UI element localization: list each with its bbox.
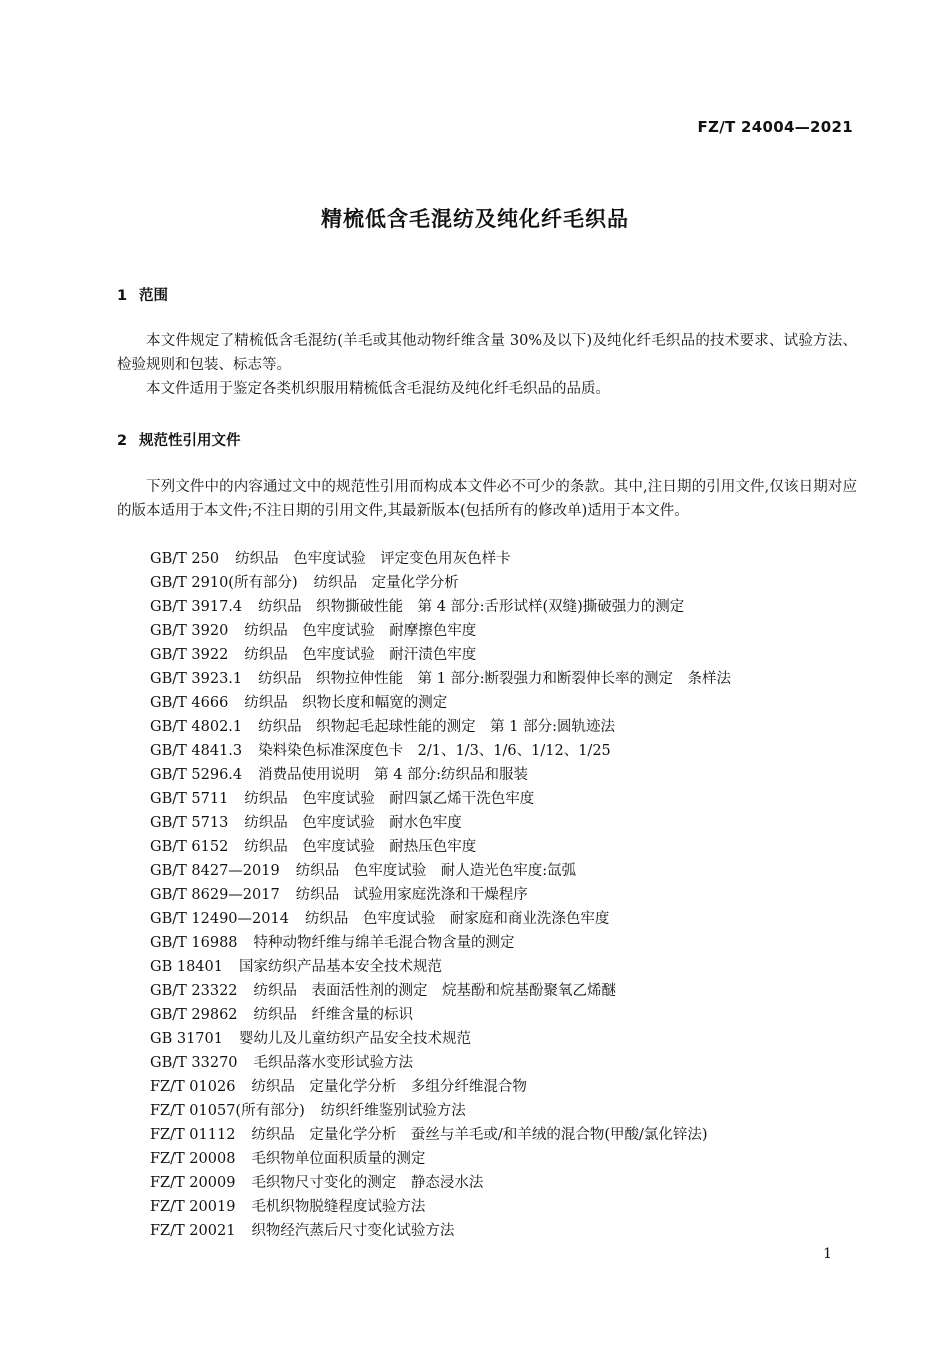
reference-item <box>150 859 860 883</box>
reference-code: GB/T 23322 <box>150 983 238 999</box>
reference-title: 纺织品 色牢度试验 评定变色用灰色样卡 <box>235 551 511 567</box>
reference-code: GB/T 5713 <box>150 815 229 831</box>
reference-code: GB/T 29862 <box>150 1007 238 1023</box>
reference-title: 纺织品 定量化学分析 多组分纤维混合物 <box>251 1079 527 1095</box>
reference-code: FZ/T 20021 <box>150 1223 236 1239</box>
reference-item <box>150 1147 860 1171</box>
reference-item <box>150 595 860 619</box>
reference-code: FZ/T 01112 <box>150 1127 236 1143</box>
reference-item <box>150 1123 860 1147</box>
reference-title: 纺织品 色牢度试验 耐人造光色牢度:氙弧 <box>295 863 577 879</box>
section-number: 1 <box>117 288 128 304</box>
reference-item <box>150 763 860 787</box>
reference-item <box>150 787 860 811</box>
reference-title: 消费品使用说明 第 4 部分:纺织品和服装 <box>258 767 528 783</box>
reference-code: GB/T 4802.1 <box>150 719 243 735</box>
reference-item <box>150 715 860 739</box>
reference-code: GB/T 3922 <box>150 647 229 663</box>
reference-code: GB/T 16988 <box>150 935 238 951</box>
reference-item <box>150 907 860 931</box>
reference-item <box>150 547 860 571</box>
reference-code: GB/T 6152 <box>150 839 229 855</box>
section-number: 2 <box>117 433 128 449</box>
reference-item <box>150 619 860 643</box>
reference-title: 纺织纤维鉴别试验方法 <box>320 1103 466 1119</box>
reference-code: FZ/T 01026 <box>150 1079 236 1095</box>
reference-title: 纺织品 定量化学分析 <box>313 575 459 591</box>
reference-title: 纺织品 试验用家庭洗涤和干燥程序 <box>295 887 528 903</box>
reference-item <box>150 883 860 907</box>
reference-code: FZ/T 01057(所有部分) <box>150 1103 305 1119</box>
reference-code: FZ/T 20009 <box>150 1175 236 1191</box>
page-number: 1 <box>823 1246 832 1262</box>
reference-code: GB/T 5711 <box>150 791 229 807</box>
reference-item <box>150 643 860 667</box>
section-1-paragraph: 本文件规定了精梳低含毛混纺(羊毛或其他动物纤维含量 30%及以下)及纯化纤毛织品的技术要求、试验方法、检验规则和包装、标志等。 <box>117 333 857 373</box>
reference-title: 染料染色标准深度色卡 2/1、1/3、1/6、1/12、1/25 <box>258 743 611 759</box>
reference-item <box>150 1027 860 1051</box>
reference-item <box>150 979 860 1003</box>
reference-code: GB/T 4841.3 <box>150 743 243 759</box>
reference-item <box>150 1099 860 1123</box>
reference-title: 毛机织物脱缝程度试验方法 <box>251 1199 426 1215</box>
reference-title: 毛织物尺寸变化的测定 静态浸水法 <box>251 1175 484 1191</box>
reference-code: GB/T 4666 <box>150 695 229 711</box>
reference-item <box>150 1051 860 1075</box>
reference-title: 纺织品 色牢度试验 耐四氯乙烯干洗色牢度 <box>244 791 535 807</box>
reference-item <box>150 811 860 835</box>
reference-code: GB 31701 <box>150 1031 223 1047</box>
reference-title: 纺织品 定量化学分析 蚕丝与羊毛或/和羊绒的混合物(甲酸/氯化锌法) <box>251 1127 708 1143</box>
reference-title: 纺织品 色牢度试验 耐汗渍色牢度 <box>244 647 477 663</box>
reference-code: FZ/T 20019 <box>150 1199 236 1215</box>
section-title: 范围 <box>139 288 168 304</box>
reference-item <box>150 1171 860 1195</box>
reference-code: GB/T 3917.4 <box>150 599 243 615</box>
reference-title: 毛织品落水变形试验方法 <box>253 1055 414 1071</box>
section-2-heading <box>117 429 241 450</box>
reference-title: 纺织品 色牢度试验 耐水色牢度 <box>244 815 462 831</box>
section-1-paragraph: 本文件适用于鉴定各类机织服用精梳低含毛混纺及纯化纤毛织品的品质。 <box>146 381 610 397</box>
reference-item <box>150 667 860 691</box>
reference-code: GB/T 5296.4 <box>150 767 243 783</box>
reference-code: GB 18401 <box>150 959 223 975</box>
reference-title: 纺织品 色牢度试验 耐摩擦色牢度 <box>244 623 477 639</box>
reference-title: 国家纺织产品基本安全技术规范 <box>238 959 442 975</box>
reference-title: 纺织品 织物起毛起球性能的测定 第 1 部分:圆轨迹法 <box>258 719 615 735</box>
section-1-heading <box>117 284 168 305</box>
reference-code: GB/T 33270 <box>150 1055 238 1071</box>
reference-code: GB/T 2910(所有部分) <box>150 575 298 591</box>
reference-code: GB/T 8427—2019 <box>150 863 280 879</box>
reference-title: 毛织物单位面积质量的测定 <box>251 1151 426 1167</box>
standard-code: FZ/T 24004—2021 <box>697 118 853 136</box>
reference-title: 纺织品 表面活性剂的测定 烷基酚和烷基酚聚氧乙烯醚 <box>253 983 617 999</box>
reference-code: GB/T 3920 <box>150 623 229 639</box>
document-title: 精梳低含毛混纺及纯化纤毛织品 <box>321 207 629 231</box>
normative-reference-list <box>150 547 860 1243</box>
reference-title: 纺织品 色牢度试验 耐热压色牢度 <box>244 839 477 855</box>
reference-title: 纺织品 织物撕破性能 第 4 部分:舌形试样(双缝)撕破强力的测定 <box>258 599 685 615</box>
reference-title: 纺织品 纤维含量的标识 <box>253 1007 414 1023</box>
reference-code: GB/T 12490—2014 <box>150 911 289 927</box>
section-2-paragraph: 下列文件中的内容通过文中的规范性引用而构成本文件必不可少的条款。其中,注日期的引用文件,仅该日期对应的版本适用于本文件;不注日期的引用文件,其最新版本(包括所有的修改单)适用于本文件。 <box>117 479 857 519</box>
reference-item <box>150 739 860 763</box>
reference-title: 纺织品 织物长度和幅宽的测定 <box>244 695 448 711</box>
reference-item <box>150 1219 860 1243</box>
section-title: 规范性引用文件 <box>139 433 241 449</box>
reference-item <box>150 571 860 595</box>
reference-item <box>150 1075 860 1099</box>
reference-title: 织物经汽蒸后尺寸变化试验方法 <box>251 1223 455 1239</box>
reference-title: 特种动物纤维与绵羊毛混合物含量的测定 <box>253 935 515 951</box>
reference-title: 纺织品 织物拉伸性能 第 1 部分:断裂强力和断裂伸长率的测定 条样法 <box>258 671 731 687</box>
reference-item <box>150 835 860 859</box>
reference-item <box>150 955 860 979</box>
reference-title: 纺织品 色牢度试验 耐家庭和商业洗涤色牢度 <box>304 911 610 927</box>
reference-item <box>150 1003 860 1027</box>
reference-code: GB/T 250 <box>150 551 220 567</box>
reference-item <box>150 1195 860 1219</box>
reference-item <box>150 931 860 955</box>
reference-code: GB/T 8629—2017 <box>150 887 280 903</box>
reference-title: 婴幼儿及儿童纺织产品安全技术规范 <box>238 1031 471 1047</box>
reference-item <box>150 691 860 715</box>
reference-code: FZ/T 20008 <box>150 1151 236 1167</box>
reference-code: GB/T 3923.1 <box>150 671 243 687</box>
